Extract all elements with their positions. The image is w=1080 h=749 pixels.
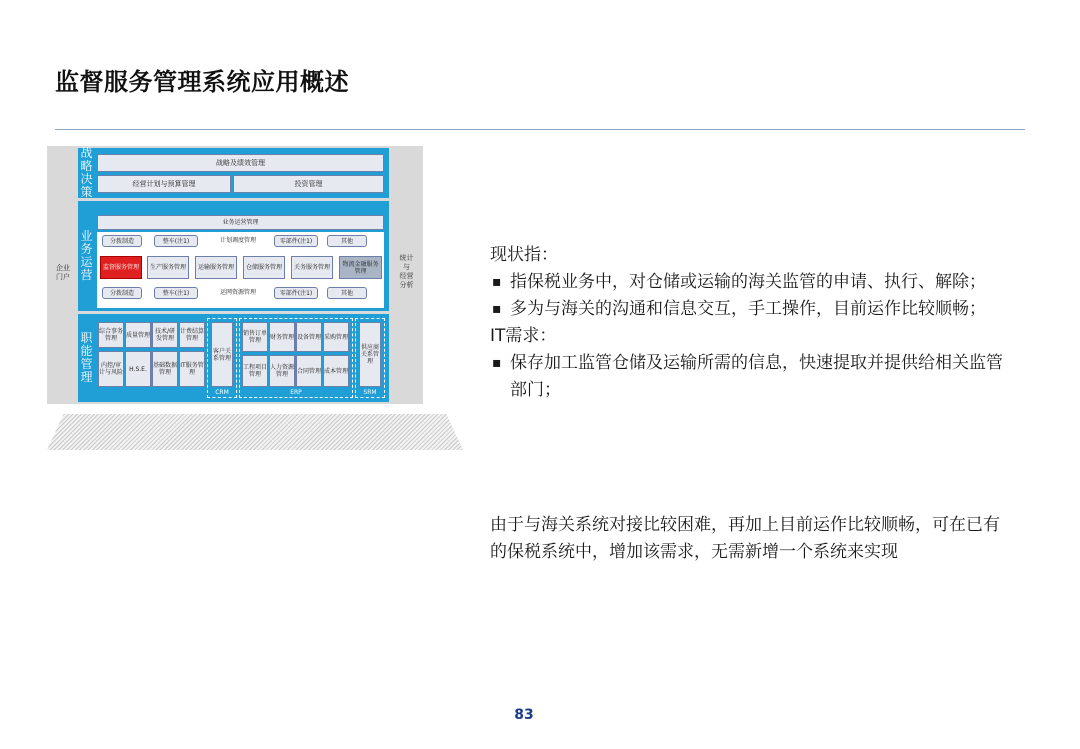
strategy-bottom-right-box: 投资管理 [233, 175, 384, 193]
operations-row2-item: 物流金融服务管理 [339, 256, 382, 279]
operations-band [78, 201, 389, 311]
operations-band-label: 业务运营 [80, 229, 93, 282]
erp-item: 销售订单管理 [242, 322, 268, 352]
erp-item: 成本管理 [323, 355, 349, 387]
status-heading: 现状指： [490, 245, 558, 265]
operations-row3-item: 其他 [327, 287, 367, 299]
operations-row1-item: 其他 [327, 235, 367, 247]
function-item: 内控/审计与风险 [98, 351, 124, 387]
operations-row2-item: 仓储服务管理 [243, 256, 285, 279]
enterprise-portal-label: 企业 门户 [56, 264, 70, 281]
analytics-column [390, 146, 423, 404]
operations-row2-item: 生产服务管理 [147, 256, 189, 279]
analytics-label: 统计 与 经营 分析 [399, 254, 414, 289]
srm-label: SRM [363, 389, 377, 396]
functions-band [78, 314, 389, 402]
srm-item: 供应商关系管理 [359, 322, 381, 387]
page-title: 监督服务管理系统应用概述 [55, 68, 349, 96]
operations-row3-center: 运网资源管理 [219, 289, 256, 296]
erp-item: 人力资源管理 [269, 355, 295, 387]
erp-item: 财务管理 [269, 322, 295, 352]
erp-label: ERP [290, 389, 302, 396]
operations-row3-item: 整车(注1) [154, 287, 198, 299]
erp-item: 合同管理 [296, 355, 322, 387]
operations-row1-item: 整车(注1) [154, 235, 198, 247]
operations-row1-item: 分拨制造 [102, 235, 142, 247]
operations-row2-item: 运输服务管理 [195, 256, 237, 279]
title-divider [55, 129, 1025, 130]
function-item: IT服务管理 [179, 351, 205, 387]
architecture-diagram [47, 146, 423, 404]
status-list [490, 269, 1010, 323]
crm-item: 客户关系管理 [211, 322, 233, 387]
description-block [490, 242, 1010, 404]
status-item: ▪ 多为与海关的沟通和信息交互，手工操作，目前运作比较顺畅； [490, 296, 1010, 323]
supervision-service-box: 监督服务管理 [100, 256, 142, 279]
functions-band-label: 职能管理 [80, 331, 93, 384]
operations-row3-item: 分拨制造 [102, 287, 142, 299]
operations-row3-item: 零部件(注1) [274, 287, 318, 299]
function-item: 计费结算管理 [179, 322, 205, 348]
enterprise-portal-column [47, 146, 77, 404]
it-list [490, 350, 1010, 404]
strategy-band-label: 战略决策 [80, 146, 93, 199]
function-item: 综合事务管理 [98, 322, 124, 348]
strategy-top-box: 战略及绩效管理 [97, 154, 384, 172]
operations-row1-center: 计划调度管理 [219, 237, 256, 244]
page-number: 83 [514, 707, 534, 723]
operations-header-box: 业务运营管理 [97, 215, 384, 230]
strategy-bottom-left-box: 经营计划与预算管理 [97, 175, 231, 193]
status-item: ▪ 指保税业务中，对仓储或运输的海关监管的申请、执行、解除； [490, 269, 1010, 296]
operations-row2-item: 关务服务管理 [291, 256, 333, 279]
function-item: H.S.E. [125, 351, 151, 387]
strategy-band [78, 148, 389, 198]
function-item: 技术/研发管理 [152, 322, 178, 348]
operations-row1-item: 零部件(注1) [274, 235, 318, 247]
crm-label: CRM [215, 389, 229, 396]
conclusion-text: 由于与海关系统对接比较困难，再加上目前运作比较顺畅，可在已有的保税系统中，增加该需求，无需新增一个系统来实现 [490, 515, 1000, 562]
function-item: 基础数据管理 [152, 351, 178, 387]
diagram-base-platform [47, 414, 463, 450]
function-item: 质量管理 [125, 322, 151, 348]
it-heading: IT需求： [490, 326, 557, 346]
erp-item: 设备管理 [296, 322, 322, 352]
erp-item: 采购管理 [323, 322, 349, 352]
erp-item: 工程项目管理 [242, 355, 268, 387]
it-item: ▪ 保存加工监管仓储及运输所需的信息，快速提取并提供给相关监管部门； [490, 350, 1010, 404]
